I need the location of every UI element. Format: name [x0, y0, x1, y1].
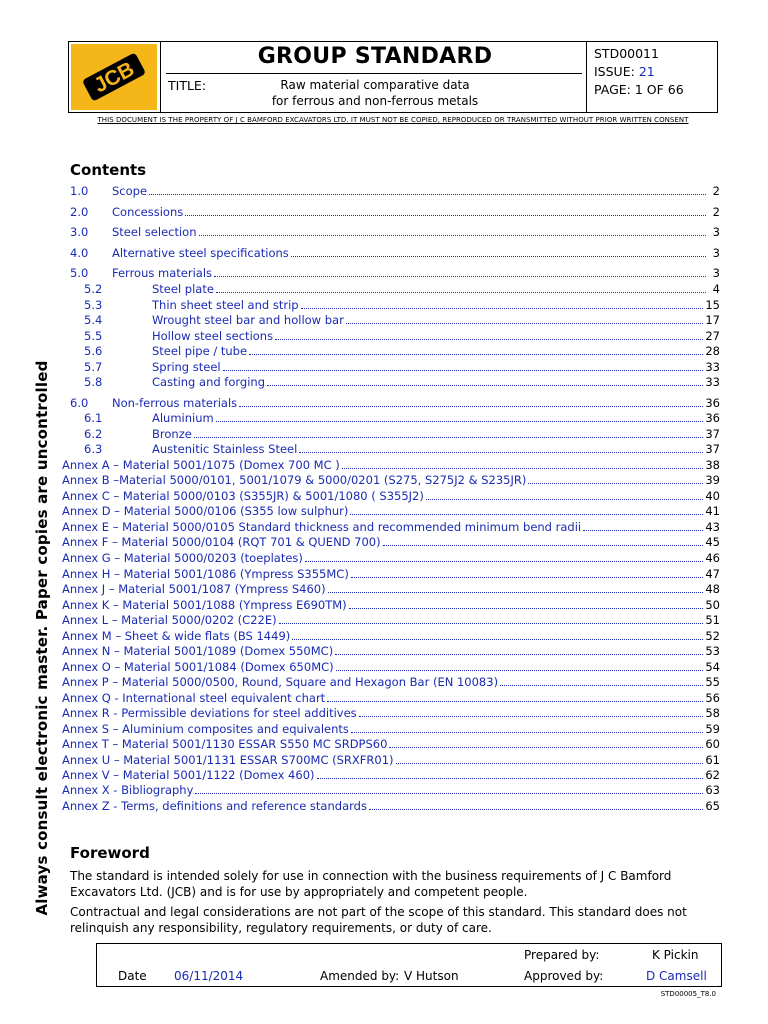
toc-entry[interactable]: [0, 520, 768, 535]
toc-entry-number: 5.6: [84, 344, 103, 358]
toc-leader-line: [62, 613, 720, 628]
toc-entry-page: 38: [705, 458, 720, 472]
toc-leader-line: [62, 520, 720, 535]
toc-leader-line: [112, 396, 720, 411]
toc-dot-leader: [305, 561, 703, 562]
toc-entry-link[interactable]: Austenitic Stainless Steel: [152, 442, 298, 456]
amended-value: V Hutson: [404, 969, 459, 983]
toc-entry-link[interactable]: Annex H – Material 5001/1086 (Ympress S355MC): [62, 567, 349, 581]
toc-dot-leader: [249, 354, 703, 355]
toc-entry-link[interactable]: Annex S – Aluminium composites and equivalents: [62, 722, 349, 736]
toc-entry-page: 62: [705, 768, 720, 782]
toc-entry-page: 36: [705, 411, 720, 425]
toc-dot-leader: [223, 370, 704, 371]
foreword-paragraph-1: The standard is intended solely for use in connection with the business requirements of J C Bamford Excavators Ltd. (JCB) and is for use by appropriately and competent people.: [70, 869, 672, 899]
toc-dot-leader: [335, 654, 703, 655]
toc-leader-line: [152, 282, 720, 297]
toc-entry[interactable]: [0, 442, 768, 457]
toc-entry-page: 50: [705, 598, 720, 612]
toc-entry-number: 4.0: [70, 246, 89, 260]
toc-entry[interactable]: [0, 458, 768, 473]
toc-entry-number: 5.4: [84, 313, 103, 327]
toc-leader-line: [62, 567, 720, 582]
toc-entry[interactable]: [0, 225, 768, 240]
toc-leader-line: [62, 660, 720, 675]
toc-entry-number: 6.3: [84, 442, 103, 456]
title-label: TITLE:: [168, 78, 207, 93]
toc-entry[interactable]: [0, 644, 768, 659]
title-divider: [166, 73, 582, 74]
toc-entry-page: 48: [705, 582, 720, 596]
toc-dot-leader: [299, 452, 703, 453]
toc-entry-page: 65: [705, 799, 720, 813]
side-note: Always consult electronic master. Paper copies are uncontrolled: [33, 360, 51, 916]
toc-entry-page: 2: [712, 184, 720, 198]
toc-entry-link[interactable]: Annex U – Material 5001/1131 ESSAR S700MC (SRXFR01): [62, 753, 394, 767]
toc-entry-link[interactable]: Annex G – Material 5000/0203 (toeplates): [62, 551, 303, 565]
toc-leader-line: [112, 225, 720, 240]
toc-dot-leader: [369, 809, 703, 810]
toc-entry-number: 1.0: [70, 184, 89, 198]
toc-entry[interactable]: [0, 313, 768, 328]
toc-entry[interactable]: [0, 205, 768, 220]
toc-entry-link[interactable]: Annex T – Material 5001/1130 ESSAR S550 MC SRDPS60: [62, 737, 388, 751]
toc-dot-leader: [349, 608, 704, 609]
toc-leader-line: [152, 427, 720, 442]
toc-entry[interactable]: [0, 660, 768, 675]
toc-leader-line: [62, 598, 720, 613]
toc-entry-number: 3.0: [70, 225, 89, 239]
toc-leader-line: [62, 737, 720, 752]
toc-dot-leader: [328, 592, 704, 593]
toc-entry[interactable]: [0, 329, 768, 344]
toc-entry-link[interactable]: Annex L – Material 5000/0202 (C22E): [62, 613, 277, 627]
toc-entry-page: 51: [705, 613, 720, 627]
toc-dot-leader: [351, 577, 704, 578]
toc-dot-leader: [275, 339, 703, 340]
toc-entry-page: 63: [705, 783, 720, 797]
jcb-logo: [71, 44, 157, 110]
toc-leader-line: [152, 313, 720, 328]
toc-dot-leader: [396, 763, 704, 764]
toc-dot-leader: [346, 323, 704, 324]
toc-entry[interactable]: [0, 783, 768, 798]
toc-dot-leader: [359, 716, 704, 717]
toc-entry-page: 47: [705, 567, 720, 581]
toc-entry-number: 5.5: [84, 329, 103, 343]
form-code: STD00005_T8.0: [660, 990, 716, 998]
toc-entry-page: 4: [712, 282, 720, 296]
toc-leader-line: [62, 535, 720, 550]
foreword-paragraph-2: Contractual and legal considerations are not part of the scope of this standard. This standard does not relinquish any responsibility, regulatory requirements, or duty of care.: [70, 905, 687, 935]
toc-entry-page: 41: [705, 504, 720, 518]
approved-value: D Camsell: [646, 969, 707, 983]
toc-entry-link[interactable]: Wrought steel bar and hollow bar: [152, 313, 344, 327]
toc-entry-number: 5.3: [84, 298, 103, 312]
toc-entry-page: 39: [705, 473, 720, 487]
toc-entry-link[interactable]: Alternative steel specifications: [112, 246, 289, 260]
toc-leader-line: [62, 458, 720, 473]
toc-entry-page: 52: [705, 629, 720, 643]
toc-dot-leader: [199, 235, 707, 236]
toc-entry[interactable]: [0, 691, 768, 706]
toc-entry[interactable]: [0, 737, 768, 752]
toc-entry-link[interactable]: Annex V – Material 5001/1122 (Domex 460): [62, 768, 315, 782]
toc-entry-page: 45: [705, 535, 720, 549]
toc-entry-page: 54: [705, 660, 720, 674]
toc-entry-link[interactable]: Annex O – Material 5001/1084 (Domex 650MC): [62, 660, 334, 674]
toc-leader-line: [62, 473, 720, 488]
toc-entry[interactable]: [0, 360, 768, 375]
toc-leader-line: [152, 411, 720, 426]
toc-entry-link[interactable]: Bronze: [152, 427, 192, 441]
toc-leader-line: [152, 329, 720, 344]
toc-dot-leader: [336, 670, 704, 671]
toc-leader-line: [62, 783, 720, 798]
title-line-2: for ferrous and non-ferrous metals: [271, 94, 479, 108]
toc-entry-page: 53: [705, 644, 720, 658]
toc-entry-number: 6.2: [84, 427, 103, 441]
date-label: Date: [118, 969, 147, 983]
toc-entry-link[interactable]: Annex N – Material 5001/1089 (Domex 550MC): [62, 644, 334, 658]
toc-leader-line: [62, 582, 720, 597]
toc-entry-link[interactable]: Steel pipe / tube: [152, 344, 248, 358]
toc-dot-leader: [351, 732, 703, 733]
toc-entry-page: 58: [705, 706, 720, 720]
toc-entry[interactable]: [0, 298, 768, 313]
amended-label: Amended by:: [320, 969, 400, 983]
toc-entry-page: 36: [705, 396, 720, 410]
toc-dot-leader: [185, 215, 706, 216]
toc-entry-page: 27: [705, 329, 720, 343]
toc-entry-link[interactable]: Annex M – Sheet & wide flats (BS 1449): [62, 629, 291, 643]
toc-entry-page: 60: [705, 737, 720, 751]
toc-leader-line: [62, 768, 720, 783]
toc-dot-leader: [216, 292, 706, 293]
toc-leader-line: [152, 360, 720, 375]
toc-dot-leader: [317, 778, 704, 779]
toc-entry-link[interactable]: Scope: [112, 184, 148, 198]
toc-dot-leader: [216, 421, 704, 422]
toc-entry-link[interactable]: Annex F – Material 5000/0104 (RQT 701 & QUEND 700): [62, 535, 381, 549]
toc-entry[interactable]: [0, 246, 768, 261]
toc-entry-link[interactable]: Annex K – Material 5001/1088 (Ympress E690TM): [62, 598, 347, 612]
toc-entry[interactable]: [0, 598, 768, 613]
toc-entry-page: 33: [705, 360, 720, 374]
toc-entry-page: 40: [705, 489, 720, 503]
toc-dot-leader: [350, 514, 703, 515]
toc-entry-link[interactable]: Annex C – Material 5000/0103 (S355JR) & 5001/1080 ( S355J2): [62, 489, 424, 503]
prepared-value: K Pickin: [652, 948, 699, 962]
toc-leader-line: [62, 722, 720, 737]
toc-entry[interactable]: [0, 567, 768, 582]
toc-entry-number: 5.7: [84, 360, 103, 374]
toc-dot-leader: [583, 530, 703, 531]
toc-dot-leader: [383, 545, 704, 546]
toc-leader-line: [152, 344, 720, 359]
toc-leader-line: [112, 184, 720, 199]
toc-entry[interactable]: [0, 396, 768, 411]
toc-leader-line: [62, 629, 720, 644]
toc-entry[interactable]: [0, 582, 768, 597]
toc-dot-leader: [342, 468, 704, 469]
toc-entry-page: 56: [705, 691, 720, 705]
toc-entry-page: 15: [705, 298, 720, 312]
toc-dot-leader: [194, 437, 704, 438]
toc-entry-number: 5.8: [84, 375, 103, 389]
toc-entry-link[interactable]: Annex J – Material 5001/1087 (Ympress S460): [62, 582, 326, 596]
logo-text: JCB: [90, 57, 139, 98]
toc-entry-link[interactable]: Annex A – Material 5001/1075 (Domex 700 MC ): [62, 458, 340, 472]
toc-dot-leader: [327, 701, 703, 702]
contents-heading: [70, 161, 146, 179]
toc-entry-link[interactable]: Concessions: [112, 205, 184, 219]
toc-leader-line: [62, 675, 720, 690]
toc-entry-page: 43: [705, 520, 720, 534]
toc-dot-leader: [500, 685, 703, 686]
toc-entry-page: 17: [705, 313, 720, 327]
toc-leader-line: [62, 551, 720, 566]
toc-entry-page: 59: [705, 722, 720, 736]
toc-leader-line: [62, 753, 720, 768]
toc-leader-line: [62, 644, 720, 659]
toc-entry[interactable]: [0, 799, 768, 814]
jcb-logo-icon: [71, 44, 157, 110]
toc-entry-link[interactable]: Spring steel: [152, 360, 221, 374]
toc-entry[interactable]: [0, 535, 768, 550]
toc-leader-line: [62, 504, 720, 519]
toc-entry-page: 37: [705, 442, 720, 456]
toc-entry-link[interactable]: Annex Q - International steel equivalent chart: [62, 691, 326, 705]
toc-entry[interactable]: [0, 629, 768, 644]
toc-leader-line: [62, 706, 720, 721]
toc-entry[interactable]: [0, 375, 768, 390]
toc-leader-line: [152, 442, 720, 457]
toc-entry[interactable]: [0, 427, 768, 442]
toc-entry[interactable]: [0, 344, 768, 359]
toc-dot-leader: [292, 639, 703, 640]
toc-dot-leader: [426, 499, 704, 500]
toc-entry-link[interactable]: Annex X - Bibliography: [62, 783, 194, 797]
toc-entry-page: 3: [712, 246, 720, 260]
toc-entry-link[interactable]: Annex E – Material 5000/0105 Standard thickness and recommended minimum bend radii: [62, 520, 582, 534]
toc-dot-leader: [267, 385, 703, 386]
toc-entry-link[interactable]: Ferrous materials: [112, 266, 213, 280]
toc-entry[interactable]: [0, 675, 768, 690]
toc-entry-number: 6.1: [84, 411, 103, 425]
toc-entry-page: 3: [712, 266, 720, 280]
toc-entry-link[interactable]: Thin sheet steel and strip: [152, 298, 299, 312]
toc-entry[interactable]: [0, 504, 768, 519]
toc-entry-link[interactable]: Hollow steel sections: [152, 329, 274, 343]
issue-line: [594, 64, 655, 79]
toc-entry-link[interactable]: Non-ferrous materials: [112, 396, 238, 410]
page-count: PAGE: 1 OF 66: [594, 82, 684, 97]
toc-entry-link[interactable]: Steel selection: [112, 225, 197, 239]
toc-entry-link[interactable]: Annex R - Permissible deviations for steel additives: [62, 706, 357, 720]
toc-leader-line: [152, 375, 720, 390]
toc-entry[interactable]: [0, 473, 768, 488]
toc-dot-leader: [528, 483, 703, 484]
approved-label: Approved by:: [524, 969, 604, 983]
property-notice: THIS DOCUMENT IS THE PROPERTY OF J C BAMFORD EXCAVATORS LTD. IT MUST NOT BE COPIED, REPRODUCED OR TRANSMITTED WITHOUT PRIOR WRITTEN CONSENT: [97, 116, 689, 124]
toc-entry[interactable]: [0, 753, 768, 768]
toc-entry-link[interactable]: Steel plate: [152, 282, 214, 296]
toc-entry[interactable]: [0, 282, 768, 297]
toc-entry-page: 61: [705, 753, 720, 767]
toc-leader-line: [152, 298, 720, 313]
toc-leader-line: [62, 489, 720, 504]
toc-dot-leader: [149, 194, 706, 195]
issue-value: 21: [638, 64, 655, 79]
toc-entry-number: 2.0: [70, 205, 89, 219]
toc-entry-link[interactable]: Casting and forging: [152, 375, 266, 389]
page-title: GROUP STANDARD: [257, 44, 493, 69]
toc-dot-leader: [214, 276, 706, 277]
toc-entry-page: 28: [705, 344, 720, 358]
foreword-heading-text: Foreword: [70, 844, 150, 862]
toc-entry-page: 37: [705, 427, 720, 441]
toc-entry-page: 33: [705, 375, 720, 389]
toc-entry-link[interactable]: Annex P – Material 5000/0500, Round, Square and Hexagon Bar (EN 10083): [62, 675, 499, 689]
toc-entry-page: 55: [705, 675, 720, 689]
toc-entry-number: 5.2: [84, 282, 103, 296]
toc-entry-number: 5.0: [70, 266, 89, 280]
toc-leader-line: [112, 246, 720, 261]
title-line-1: Raw material comparative data: [280, 78, 470, 92]
toc-entry[interactable]: [0, 706, 768, 721]
toc-entry-number: 6.0: [70, 396, 89, 410]
toc-entry-link[interactable]: Annex Z - Terms, definitions and reference standards: [62, 799, 367, 813]
toc-entry[interactable]: [0, 411, 768, 426]
toc-entry[interactable]: [0, 722, 768, 737]
toc-entry-link[interactable]: Annex B –Material 5000/0101, 5001/1079 & 5000/0201 (S275, S275J2 & S235JR): [62, 473, 527, 487]
toc-entry-page: 2: [712, 205, 720, 219]
toc-dot-leader: [195, 793, 703, 794]
toc-entry-link[interactable]: Annex D – Material 5000/0106 (S355 low sulphur): [62, 504, 349, 518]
toc-leader-line: [112, 266, 720, 281]
prepared-label: Prepared by:: [524, 948, 600, 962]
toc-dot-leader: [301, 308, 704, 309]
toc-entry[interactable]: [0, 184, 768, 199]
toc-entry-page: 3: [712, 225, 720, 239]
toc-entry[interactable]: [0, 768, 768, 783]
toc-leader-line: [112, 205, 720, 220]
toc-dot-leader: [239, 406, 703, 407]
date-value: 06/11/2014: [174, 969, 244, 983]
toc-dot-leader: [389, 747, 703, 748]
doc-number: STD00011: [594, 46, 659, 61]
toc-entry-page: 46: [705, 551, 720, 565]
toc-entry[interactable]: [0, 613, 768, 628]
toc-leader-line: [62, 799, 720, 814]
toc-entry[interactable]: [0, 266, 768, 281]
toc-leader-line: [62, 691, 720, 706]
toc-entry[interactable]: [0, 551, 768, 566]
toc-entry[interactable]: [0, 489, 768, 504]
toc-entry-link[interactable]: Aluminium: [152, 411, 214, 425]
toc-dot-leader: [291, 256, 706, 257]
issue-label: ISSUE:: [594, 64, 635, 79]
foreword-heading: [70, 844, 150, 862]
toc-dot-leader: [279, 623, 704, 624]
contents-heading-text: Contents: [70, 161, 147, 179]
